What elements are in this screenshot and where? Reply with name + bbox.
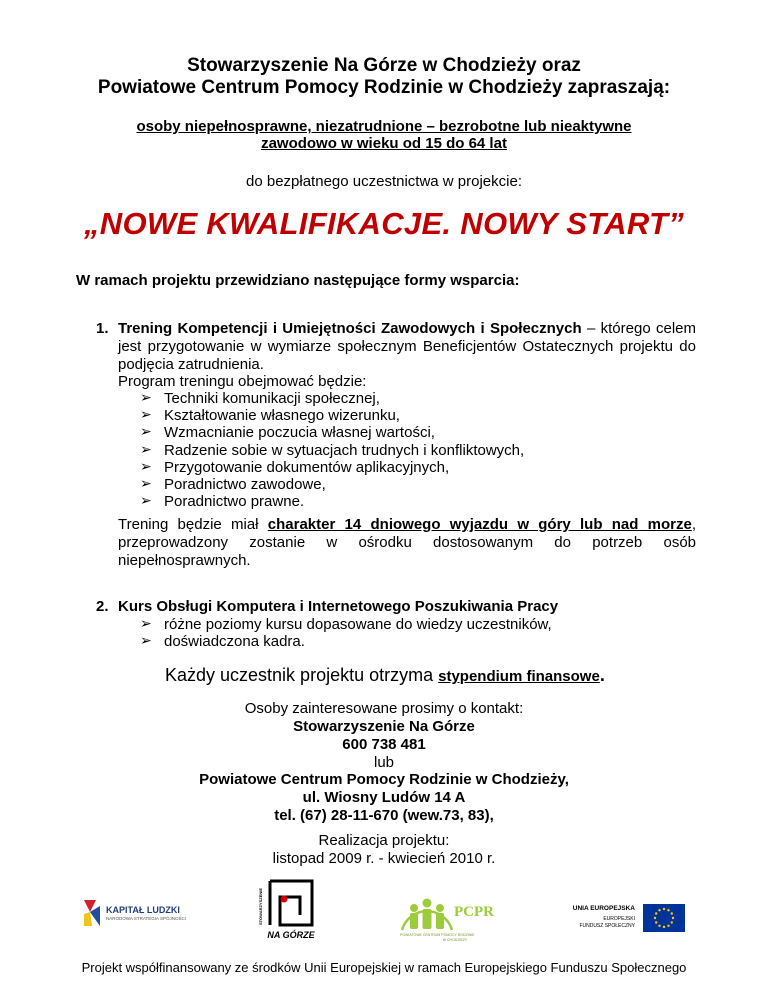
contact-phone-2: tel. (67) 28-11-670 (wew.73, 83),: [274, 807, 494, 824]
item1-number: 1.: [96, 320, 109, 337]
item2-number: 2.: [96, 598, 109, 615]
contact-or: lub: [373, 754, 395, 771]
target-group-line-1: osoby niepełnosprawne, niezatrudnione – bezrobotne lub nieaktywne: [136, 118, 632, 135]
eu-star-icon: [671, 921, 673, 923]
contact-intro: Osoby zainteresowane prosimy o kontakt:: [244, 700, 524, 717]
eu-subtitle-2: FUNDUSZ SPOŁECZNY: [579, 923, 635, 929]
item1-program-intro: Program treningu obejmować będzie:: [118, 373, 367, 390]
item1-note: [118, 516, 696, 570]
eu-efs-logo: [565, 904, 687, 938]
eu-flag-icon: [643, 904, 685, 932]
eu-star-icon: [663, 908, 665, 910]
eu-star-icon: [667, 925, 669, 927]
target-group-line-2: zawodowo w wieku od 15 do 64 lat: [261, 135, 507, 152]
item1-note-before: Trening będzie miał: [118, 516, 268, 533]
stipend-highlight: stypendium finansowe: [438, 668, 600, 685]
list-item: ➢ różne poziomy kursu dopasowane do wiedzy uczestników,: [139, 616, 552, 633]
stipend-before: Każdy uczestnik projektu otrzyma: [165, 665, 439, 685]
eu-star-icon: [654, 917, 656, 919]
list-item: ➢ doświadczona kadra.: [139, 633, 552, 650]
contact-phone-1: 600 738 481: [342, 736, 426, 753]
item1-description: [118, 320, 696, 374]
footer-text: Projekt współfinansowany ze środków Unii Europejskiej w ramach Europejskiego Funduszu Społecznego: [81, 960, 687, 975]
eu-star-icon: [672, 917, 674, 919]
realization-label: Realizacja projektu:: [318, 832, 450, 849]
list-item: ➢ Radzenie sobie w sytuacjach trudnych i konfliktowych,: [139, 442, 524, 459]
eu-title: UNIA EUROPEJSKA: [572, 905, 635, 912]
na-gorze-vertical-text: STOWARZYSZENIE: [258, 887, 263, 925]
contact-address: ul. Wiosny Ludów 14 A: [302, 789, 466, 806]
item2-list: [139, 616, 552, 650]
list-item: ➢ Kształtowanie własnego wizerunku,: [139, 407, 524, 424]
item2-title: Kurs Obsługi Komputera i Internetowego Poszukiwania Pracy: [118, 598, 559, 615]
na-gorze-logo: [258, 877, 324, 943]
na-gorze-name: NA GÓRZE: [267, 930, 315, 940]
pcpr-subtitle-2: W CHODZIEŻY: [442, 938, 468, 942]
pcpr-name: PCPR: [454, 904, 494, 920]
kapital-ludzki-subtitle: NARODOWA STRATEGIA SPÓJNOŚCI: [106, 916, 187, 921]
pcpr-subtitle-1: POWIATOWE CENTRUM POMOCY RODZINIE: [400, 933, 475, 937]
eu-star-icon: [663, 926, 665, 928]
header-line-2: Powiatowe Centrum Pomocy Rodzinie w Chodzieży zapraszają:: [97, 77, 671, 98]
item1-rest: – którego celem jest przygotowanie w wymiarze społecznym Beneficjentów Ostatecznych projektu do podjęcia zatrudnienia.: [118, 320, 696, 373]
eu-star-icon: [658, 909, 660, 911]
item1-program-list: [139, 390, 524, 510]
eu-star-icon: [667, 909, 669, 911]
eu-star-icon: [655, 912, 657, 914]
eu-subtitle-1: EUROPEJSKI: [603, 916, 635, 922]
eu-star-icon: [671, 912, 673, 914]
list-item: ➢ Techniki komunikacji społecznej,: [139, 390, 524, 407]
kapital-ludzki-emblem-icon: [82, 898, 102, 928]
list-item: ➢ Poradnictwo zawodowe,: [139, 476, 524, 493]
item1-title: Trening Kompetencji i Umiejętności Zawodowych i Społecznych: [118, 320, 582, 337]
list-item: ➢ Poradnictwo prawne.: [139, 493, 524, 510]
list-item: ➢ Przygotowanie dokumentów aplikacyjnych,: [139, 459, 524, 476]
support-intro: W ramach projektu przewidziano następujące formy wsparcia:: [76, 272, 520, 289]
item1-note-highlight: charakter 14 dniowego wyjazdu w góry lub nad morze: [267, 516, 692, 533]
kapital-ludzki-title: KAPITAŁ LUDZKI: [106, 905, 180, 915]
contact-org-1: Stowarzyszenie Na Górze: [293, 718, 475, 735]
pcpr-family-icon: [398, 890, 456, 934]
realization-period: listopad 2009 r. - kwiecień 2010 r.: [272, 850, 496, 867]
invite-text: do bezpłatnego uczestnictwa w projekcie:: [246, 173, 522, 190]
eu-star-icon: [655, 921, 657, 923]
stipend-line: [165, 665, 605, 686]
eu-star-icon: [658, 925, 660, 927]
contact-org-2: Powiatowe Centrum Pomocy Rodzinie w Chodzieży,: [199, 771, 569, 788]
list-item: ➢ Wzmacnianie poczucia własnej wartości,: [139, 424, 524, 441]
pcpr-logo: [398, 890, 510, 942]
item1-note-after: , przeprowadzony zostanie w ośrodku dostosowanym do potrzeb osób niepełnosprawnych.: [118, 516, 697, 569]
stipend-after: .: [599, 665, 605, 685]
kapital-ludzki-logo: [82, 896, 192, 932]
header-line-1: Stowarzyszenie Na Górze w Chodzieży oraz: [187, 55, 581, 76]
project-title: „NOWE KWALIFIKACJE. NOWY START”: [83, 206, 685, 241]
